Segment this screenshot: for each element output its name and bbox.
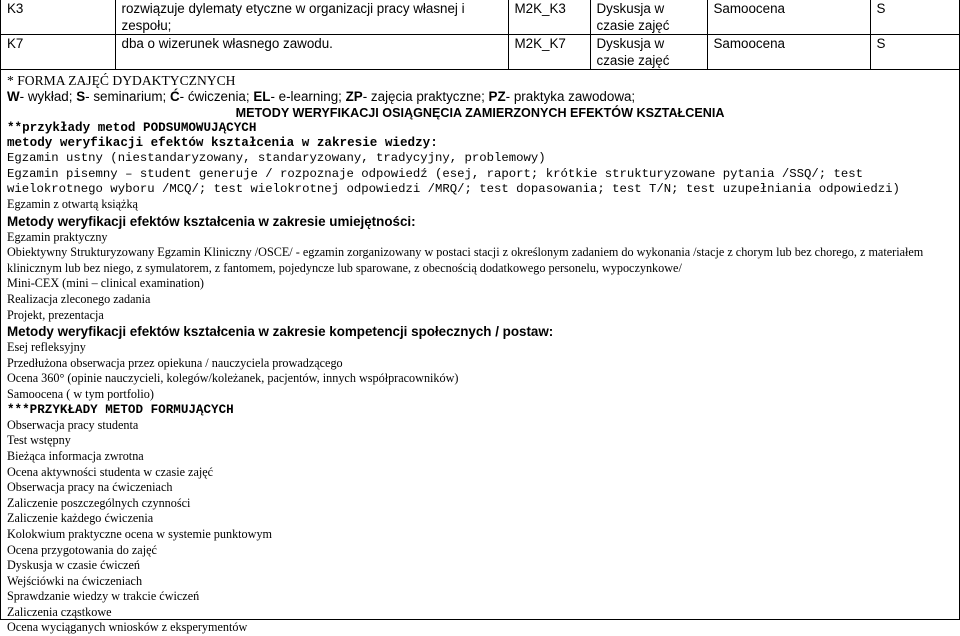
list-item: Zaliczenie każdego ćwiczenia [7, 511, 154, 526]
list-item: Ocena wyciąganych wniosków z eksperymentów [7, 620, 248, 635]
effect-description: rozwiązuje dylematy etyczne w organizacji pracy własnej i zespołu; [115, 0, 508, 35]
notes-section [1, 70, 959, 636]
effect-method: Dyskusja w czasie zajęć [590, 0, 707, 35]
effect-code: K7 [1, 35, 115, 70]
umiejetnosci-line: Projekt, prezentacja [7, 307, 104, 322]
umiejetnosci-line: Realizacja zleconego zadania [7, 291, 151, 306]
list-item: Ocena przygotowania do zajęć [7, 542, 157, 557]
umiejetnosci-title: Metody weryfikacji efektów kształcenia w zakresie umiejętności: [7, 213, 416, 229]
list-item: Sprawdzanie wiedzy w trakcie ćwiczeń [7, 589, 200, 604]
wiedza-line: Egzamin pisemny – student generuje / rozpoznaje odpowiedź (esej, raport; krótkie strukturyzowane pytania /SSQ/; test wielokrotnego wyboru /MCQ/; test wielokrotnej odpowiedzi /MRQ/; test dopasowania; test T/N; test uzupełniania odpowiedzi) [7, 166, 900, 196]
effect-assessment: Samoocena [707, 35, 870, 70]
wiedza-line: Egzamin z otwartą książką [7, 197, 138, 212]
list-item: Obserwacja pracy na ćwiczeniach [7, 480, 173, 495]
effect-form: S [870, 0, 959, 35]
list-item: Bieżąca informacja zwrotna [7, 448, 144, 463]
list-item: Obserwacja pracy studenta [7, 417, 139, 432]
list-item: Zaliczenia cząstkowe [7, 604, 112, 619]
umiejetnosci-line: Obiektywny Strukturyzowany Egzamin Kliniczny /OSCE/ - egzamin zorganizowany w postaci stacji z określonym zadaniem do wykonania /stacje z chorym lub bez chorego, z materiałem klinicznym lub bez niego, z symulatorem, z fantomem, pojedyncze lub sparowane, z obecnością dodatkowego personelu, wypoczynkowe/ [7, 245, 924, 275]
effect-form: S [870, 35, 959, 70]
kompetencje-title: Metody weryfikacji efektów kształcenia w zakresie kompetencji społecznych / postaw: [7, 324, 554, 340]
forma-legend: W- wykład; S- seminarium; Ć- ćwiczenia; EL- e-learning; ZP- zajęcia praktyczne; PZ- praktyka zawodowa; [7, 89, 636, 104]
wiedza-line: Egzamin ustny (niestandaryzowany, standaryzowany, tradycyjny, problemowy) [7, 151, 546, 166]
table-row [1, 35, 959, 70]
list-item: Ocena aktywności studenta w czasie zajęć [7, 464, 214, 479]
umiejetnosci-line: Egzamin praktyczny [7, 229, 108, 244]
kompetencje-line: Przedłużona obserwacja przez opiekuna / nauczyciela prowadzącego [7, 355, 343, 370]
effect-method: Dyskusja w czasie zajęć [590, 35, 707, 70]
kompetencje-line: Esej refleksyjny [7, 340, 86, 355]
list-item: Kolokwium praktyczne ocena w systemie punktowym [7, 526, 273, 541]
umiejetnosci-line: Mini-CEX (mini – clinical examination) [7, 276, 204, 291]
list-item: Test wstępny [7, 433, 71, 448]
effect-reference: M2K_K7 [508, 35, 590, 70]
effect-reference: M2K_K3 [508, 0, 590, 35]
formujace-list [7, 418, 953, 636]
podsumowujace-title: **przykłady metod PODSUMOWUJĄCYCH [7, 121, 257, 135]
list-item: Dyskusja w czasie ćwiczeń [7, 558, 140, 573]
table-row [1, 0, 959, 35]
wiedza-title: metody weryfikacji efektów kształcenia w zakresie wiedzy: [7, 136, 438, 151]
list-item: Wejściówki na ćwiczeniach [7, 573, 143, 588]
effect-description: dba o wizerunek własnego zawodu. [115, 35, 508, 70]
forma-title: * FORMA ZAJĘĆ DYDAKTYCZNYCH [7, 73, 236, 88]
metody-title: METODY WERYFIKACJI OSIĄGNĘCIA ZAMIERZONYCH EFEKTÓW KSZTAŁCENIA [235, 106, 725, 120]
kompetencje-line: Samoocena ( w tym portfolio) [7, 386, 154, 401]
kompetencje-line: Ocena 360° (opinie nauczycieli, kolegów/koleżanek, pacjentów, innych współpracowników) [7, 371, 459, 386]
formujace-title: ***PRZYKŁADY METOD FORMUJĄCYCH [7, 402, 234, 417]
effect-code: K3 [1, 0, 115, 35]
effects-table [1, 0, 959, 70]
list-item: Zaliczenie poszczególnych czynności [7, 495, 191, 510]
effect-assessment: Samoocena [707, 0, 870, 35]
